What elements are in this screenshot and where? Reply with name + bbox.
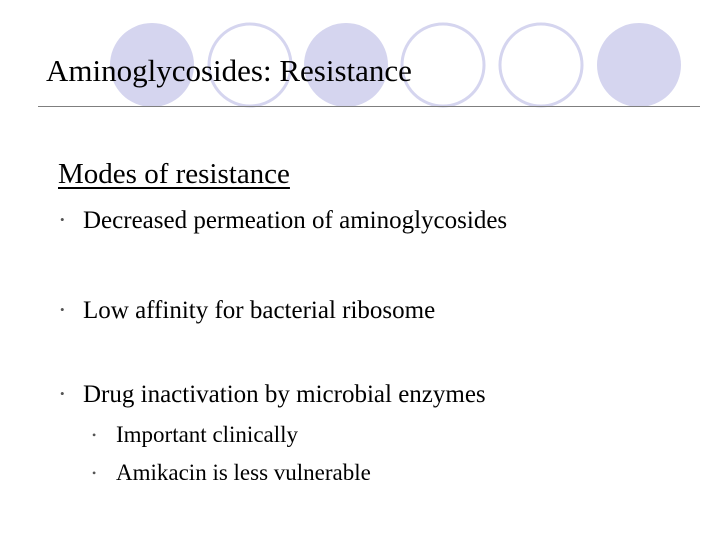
title-divider	[38, 106, 700, 107]
decor-circle-filled	[597, 23, 681, 107]
sub-bullet-text: Amikacin is less vulnerable	[116, 460, 371, 485]
slide-title: Aminoglycosides: Resistance	[46, 53, 412, 88]
bullet-icon: •	[92, 428, 97, 442]
bullet-text: Drug inactivation by microbial enzymes	[83, 381, 486, 408]
bullet-text: Decreased permeation of aminoglycosides	[83, 207, 508, 234]
bullet-icon: •	[60, 302, 65, 317]
bullet-icon: •	[92, 466, 97, 480]
bullet-text: Low affinity for bacterial ribosome	[83, 297, 436, 324]
decor-circle-outline	[402, 24, 484, 106]
decor-circle-outline	[500, 24, 582, 106]
bullet-icon: •	[60, 386, 65, 401]
section-heading: Modes of resistance	[58, 158, 290, 190]
bullet-icon: •	[60, 212, 65, 227]
sub-bullet-text: Important clinically	[116, 422, 299, 447]
